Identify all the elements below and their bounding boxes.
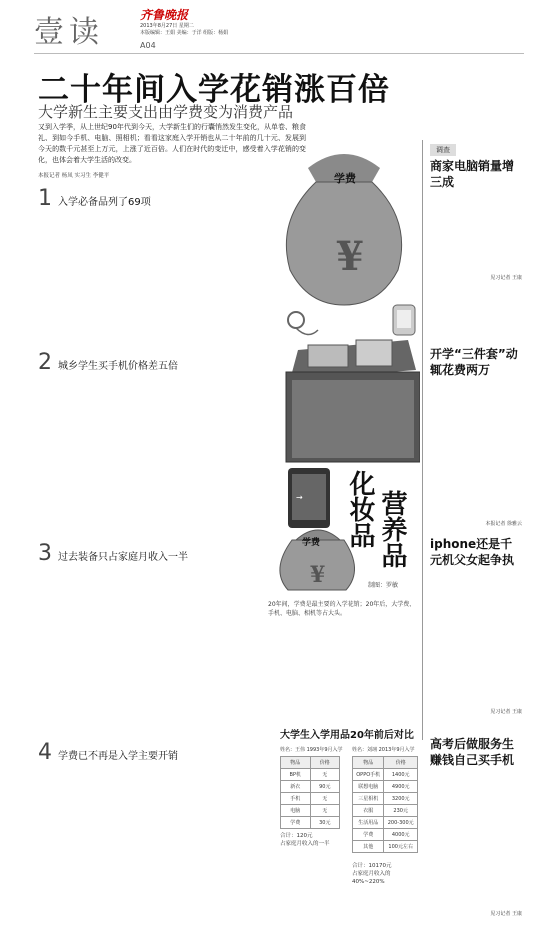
section-2-number: 2: [38, 350, 52, 375]
left-table-header-row: [281, 757, 340, 769]
section-1-column-b: [154, 214, 264, 342]
sidebar-2-credit: 本报记者 徐雅云: [485, 521, 522, 527]
section-1-title: 入学必备品列了69项: [58, 197, 151, 208]
issue-meta: [140, 23, 260, 37]
left-table: [280, 756, 340, 829]
right-price-cell: 200-300元: [384, 817, 418, 829]
right-item-cell: 衣服: [353, 805, 384, 817]
suitcase-icon: [286, 340, 420, 462]
left-table-meta: 姓名：王伟 1993年9月入学: [280, 747, 343, 753]
left-header-item: 物品: [281, 757, 311, 769]
section-2-header: [38, 350, 178, 375]
sidebar-tag: 调查: [430, 144, 456, 156]
section-4-column-b: [126, 768, 208, 918]
left-price-cell: 无: [310, 805, 339, 817]
section-1-number: 1: [38, 186, 52, 211]
table-row: [353, 829, 418, 841]
table-row: [281, 769, 340, 781]
section-2-column-a: [38, 378, 148, 528]
section-2-column-b: [154, 378, 264, 528]
section-4-header: [38, 740, 178, 765]
right-item-cell: 其他: [353, 841, 384, 853]
right-table: [352, 756, 418, 853]
watch-icon: [393, 305, 415, 335]
svg-text:¥: ¥: [310, 562, 326, 588]
right-price-cell: 3200元: [384, 793, 418, 805]
sidebar-3-body: [430, 570, 522, 706]
bag-label-bottom: 学费: [302, 538, 321, 548]
earphones-icon: [288, 312, 318, 335]
right-header-item: 物品: [353, 757, 384, 769]
left-header-price: 价格: [310, 757, 339, 769]
sidebar-4-title: 高考后做服务生赚钱自己买手机: [430, 737, 515, 767]
right-header-price: 价格: [384, 757, 418, 769]
editor-line: 本版编辑：王娟 美编：于洋 组版：杨娟: [140, 30, 229, 36]
sidebar-4-body: [430, 772, 522, 908]
left-item-cell: 电脑: [281, 805, 311, 817]
bag-label-top: 学费: [334, 172, 356, 185]
section-3-title: 过去装备只占家庭月收入一半: [58, 552, 188, 563]
vertical-text-cosmetics: 化妆品: [345, 470, 375, 548]
illustration-caption: 20年间，学费是最主要的入学花销；20年后，大学费、手机、电脑、相机等占大头。: [268, 601, 416, 617]
svg-text:¥: ¥: [336, 233, 364, 280]
left-item-cell: 学费: [281, 817, 311, 829]
left-item-cell: 手机: [281, 793, 311, 805]
right-item-cell: 生活用品: [353, 817, 384, 829]
table-row: [353, 817, 418, 829]
left-table-total: 合计：120元 占家庭月收入的一半: [280, 833, 330, 847]
sidebar-2-body: [430, 382, 522, 518]
right-price-cell: 230元: [384, 805, 418, 817]
byline: 本报记者 杨凤 实习生 李健平: [38, 173, 110, 179]
lead-paragraph: 又到入学季，从上世纪90年代到今天，大学新生们的行囊悄然发生变化，从单卷、粮食礼、到如今手机、电脑、照相机；看看这家庭入学开销也从二十年前的几十元、发展到今天的数千元甚至上万元，上涨了近百倍。人们在时代的变迁中，感受着入学花销的变化，也体会着大学生活的改变。: [38, 123, 306, 164]
section-4-column-a: [38, 768, 120, 918]
phone-icon: [288, 468, 330, 528]
newspaper-logo: 齐鲁晚报: [140, 8, 189, 22]
section-3-number: 3: [38, 541, 52, 566]
table-row: [353, 781, 418, 793]
comparison-table-title: 大学生入学用品20年前后对比: [280, 730, 414, 741]
left-price-cell: 90元: [310, 781, 339, 793]
sidebar-3-title: iphone还是千元机父女起争执: [430, 537, 515, 567]
illustration: [268, 140, 420, 595]
section-1-header: [38, 186, 151, 211]
section-2-title: 城乡学生买手机价格差五倍: [58, 361, 178, 372]
page-number: A04: [140, 41, 156, 50]
section-3-column-b: [154, 570, 264, 730]
right-price-cell: 100元左右: [384, 841, 418, 853]
table-row: [353, 841, 418, 853]
section-4-number: 4: [38, 740, 52, 765]
right-item-cell: 学费: [353, 829, 384, 841]
left-item-cell: BP机: [281, 769, 311, 781]
table-row: [281, 805, 340, 817]
table-row: [353, 805, 418, 817]
left-price-cell: 无: [310, 793, 339, 805]
table-row: [281, 781, 340, 793]
right-price-cell: 1400元: [384, 769, 418, 781]
table-row: [281, 817, 340, 829]
right-table-header-row: [353, 757, 418, 769]
section-3-header: [38, 541, 188, 566]
right-price-cell: 4900元: [384, 781, 418, 793]
right-item-cell: OPPO手机: [353, 769, 384, 781]
sidebar-divider: [422, 140, 423, 740]
table-row: [281, 793, 340, 805]
section-4-title: 学费已不再是入学主要开销: [58, 751, 178, 762]
sidebar-1-credit: 见习记者 王康: [490, 275, 522, 281]
right-table-total: 合计：10170元 占家庭月收入的40%~220%: [352, 863, 392, 885]
left-item-cell: 新衣: [281, 781, 311, 793]
right-item-cell: 联想电脑: [353, 781, 384, 793]
left-price-cell: 无: [310, 769, 339, 781]
page-headline: 二十年间入学花销涨百倍: [38, 72, 390, 108]
right-price-cell: 4000元: [384, 829, 418, 841]
table-row: [353, 769, 418, 781]
sidebar-1-title: 商家电脑销量增三成: [430, 159, 515, 189]
vertical-text-nutrition: 营养品: [377, 490, 407, 568]
svg-text:→: →: [296, 493, 303, 502]
sidebar-1-body: [430, 196, 522, 272]
right-table-meta: 姓名：刘翊 2013年9月入学: [352, 747, 415, 753]
sidebar-2-title: 开学“三件套”动辄花费两万: [430, 347, 518, 377]
masthead-divider: [34, 53, 524, 54]
table-row: [353, 793, 418, 805]
section-1-column-a: [38, 214, 148, 342]
left-price-cell: 30元: [310, 817, 339, 829]
section-3-column-a: [38, 570, 148, 730]
date-line: 2013年8月27日 星期二: [140, 23, 194, 29]
photo-credit: 制图：罗敏: [368, 582, 399, 589]
section-name: 壹读: [34, 15, 104, 50]
sidebar-3-credit: 见习记者 王康: [490, 709, 522, 715]
right-item-cell: 三星相机: [353, 793, 384, 805]
sidebar-4-credit: 见习记者 王康: [490, 911, 522, 917]
page-subhead: 大学新生主要支出由学费变为消费产品: [38, 103, 294, 121]
